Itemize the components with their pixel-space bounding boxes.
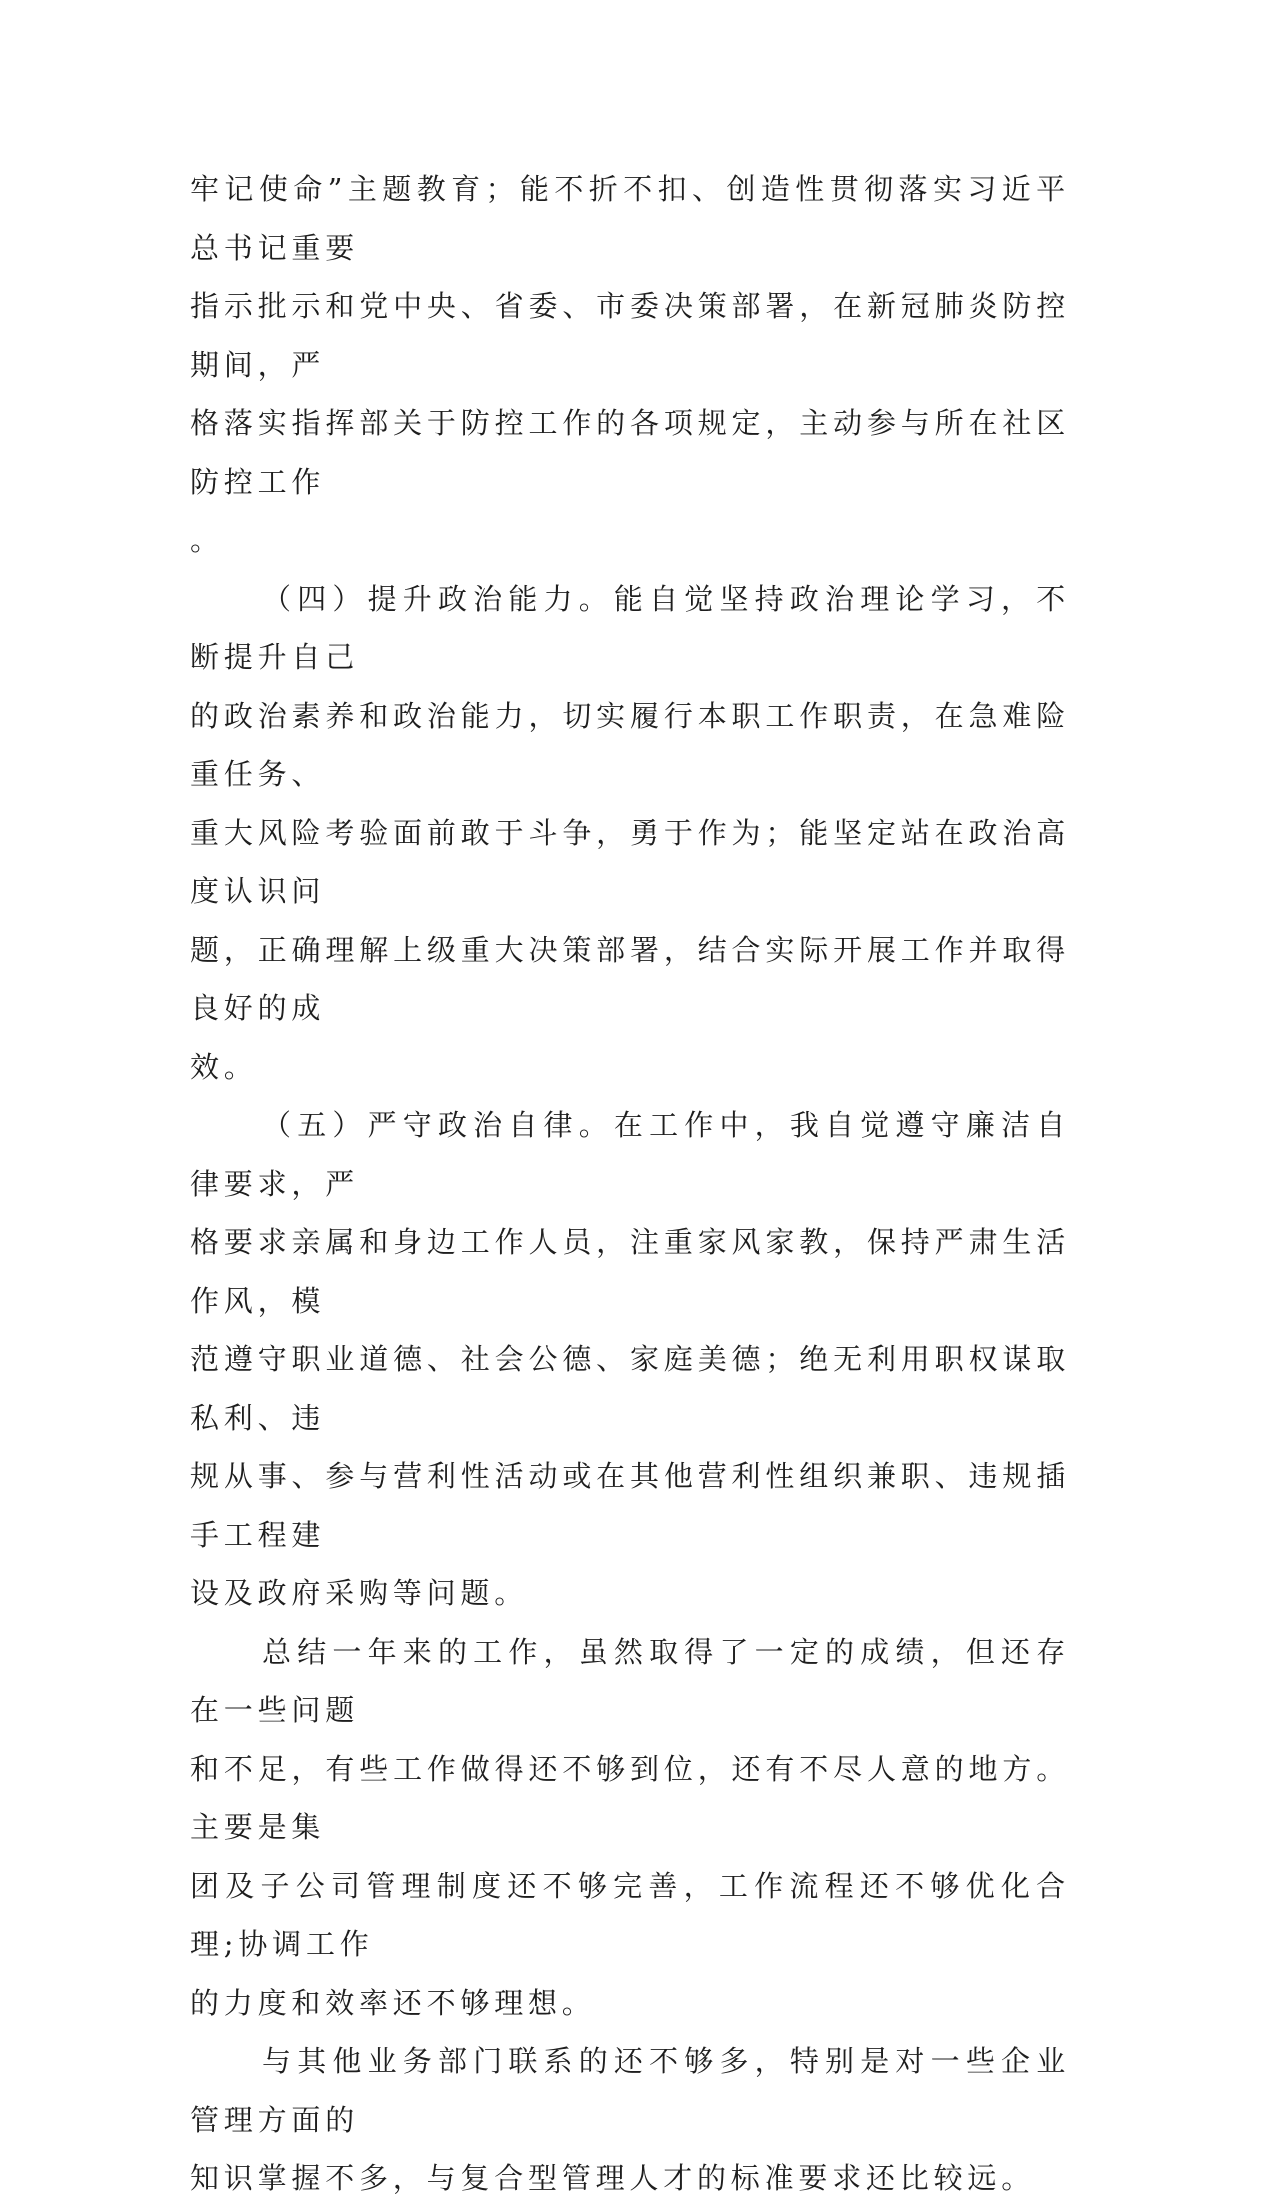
text-line: 团及子公司管理制度还不够完善，工作流程还不够优化合理;协调工作 — [190, 1868, 1070, 1961]
text-line: 重大风险考验面前敢于斗争，勇于作为；能坚定站在政治高度认识问 — [190, 815, 1070, 908]
text-line: （五）严守政治自律。在工作中，我自觉遵守廉洁自律要求，严 — [190, 1108, 1070, 1201]
text-line: 牢记使命”主题教育；能不折不扣、创造性贯彻落实习近平总书记重要 — [190, 172, 1070, 265]
text-line: 的力度和效率还不够理想。 — [190, 1985, 596, 2020]
text-line: 总结一年来的工作，虽然取得了一定的成绩，但还存在一些问题 — [190, 1634, 1070, 1727]
text-line: 格要求亲属和身边工作人员，注重家风家教，保持严肃生活作风，模 — [190, 1225, 1070, 1318]
paragraph-political-self-discipline — [190, 1096, 1070, 1623]
text-line: 知识掌握不多，与复合型管理人才的标准要求还比较远。 — [190, 2161, 1036, 2195]
text-line: 。 — [190, 523, 224, 557]
paragraph-enhance-political-ability — [190, 570, 1070, 1097]
text-line: 的政治素养和政治能力，切实履行本职工作职责，在急难险重任务、 — [190, 698, 1070, 791]
text-line: 与其他业务部门联系的还不够多，特别是对一些企业管理方面的 — [190, 2044, 1070, 2137]
text-line: 指示批示和党中央、省委、市委决策部署，在新冠肺炎防控期间，严 — [190, 289, 1070, 382]
document-body — [190, 160, 1070, 2208]
text-line: 设及政府采购等问题。 — [190, 1576, 529, 1610]
paragraph-year-summary — [190, 1623, 1070, 2033]
text-line: 和不足，有些工作做得还不够到位，还有不尽人意的地方。主要是集 — [190, 1751, 1070, 1844]
paragraph-continuation — [190, 160, 1070, 570]
text-line: 格落实指挥部关于防控工作的各项规定，主动参与所在社区防控工作 — [190, 406, 1070, 499]
text-line: （四）提升政治能力。能自觉坚持政治理论学习，不断提升自己 — [190, 581, 1070, 674]
text-line: 范遵守职业道德、社会公德、家庭美德；绝无利用职权谋取私利、违 — [190, 1342, 1070, 1435]
text-line: 效。 — [190, 1049, 258, 1084]
text-line: 规从事、参与营利性活动或在其他营利性组织兼职、违规插手工程建 — [190, 1459, 1070, 1552]
paragraph-department-contact — [190, 2032, 1070, 2208]
text-line: 题，正确理解上级重大决策部署，结合实际开展工作并取得良好的成 — [190, 932, 1070, 1025]
